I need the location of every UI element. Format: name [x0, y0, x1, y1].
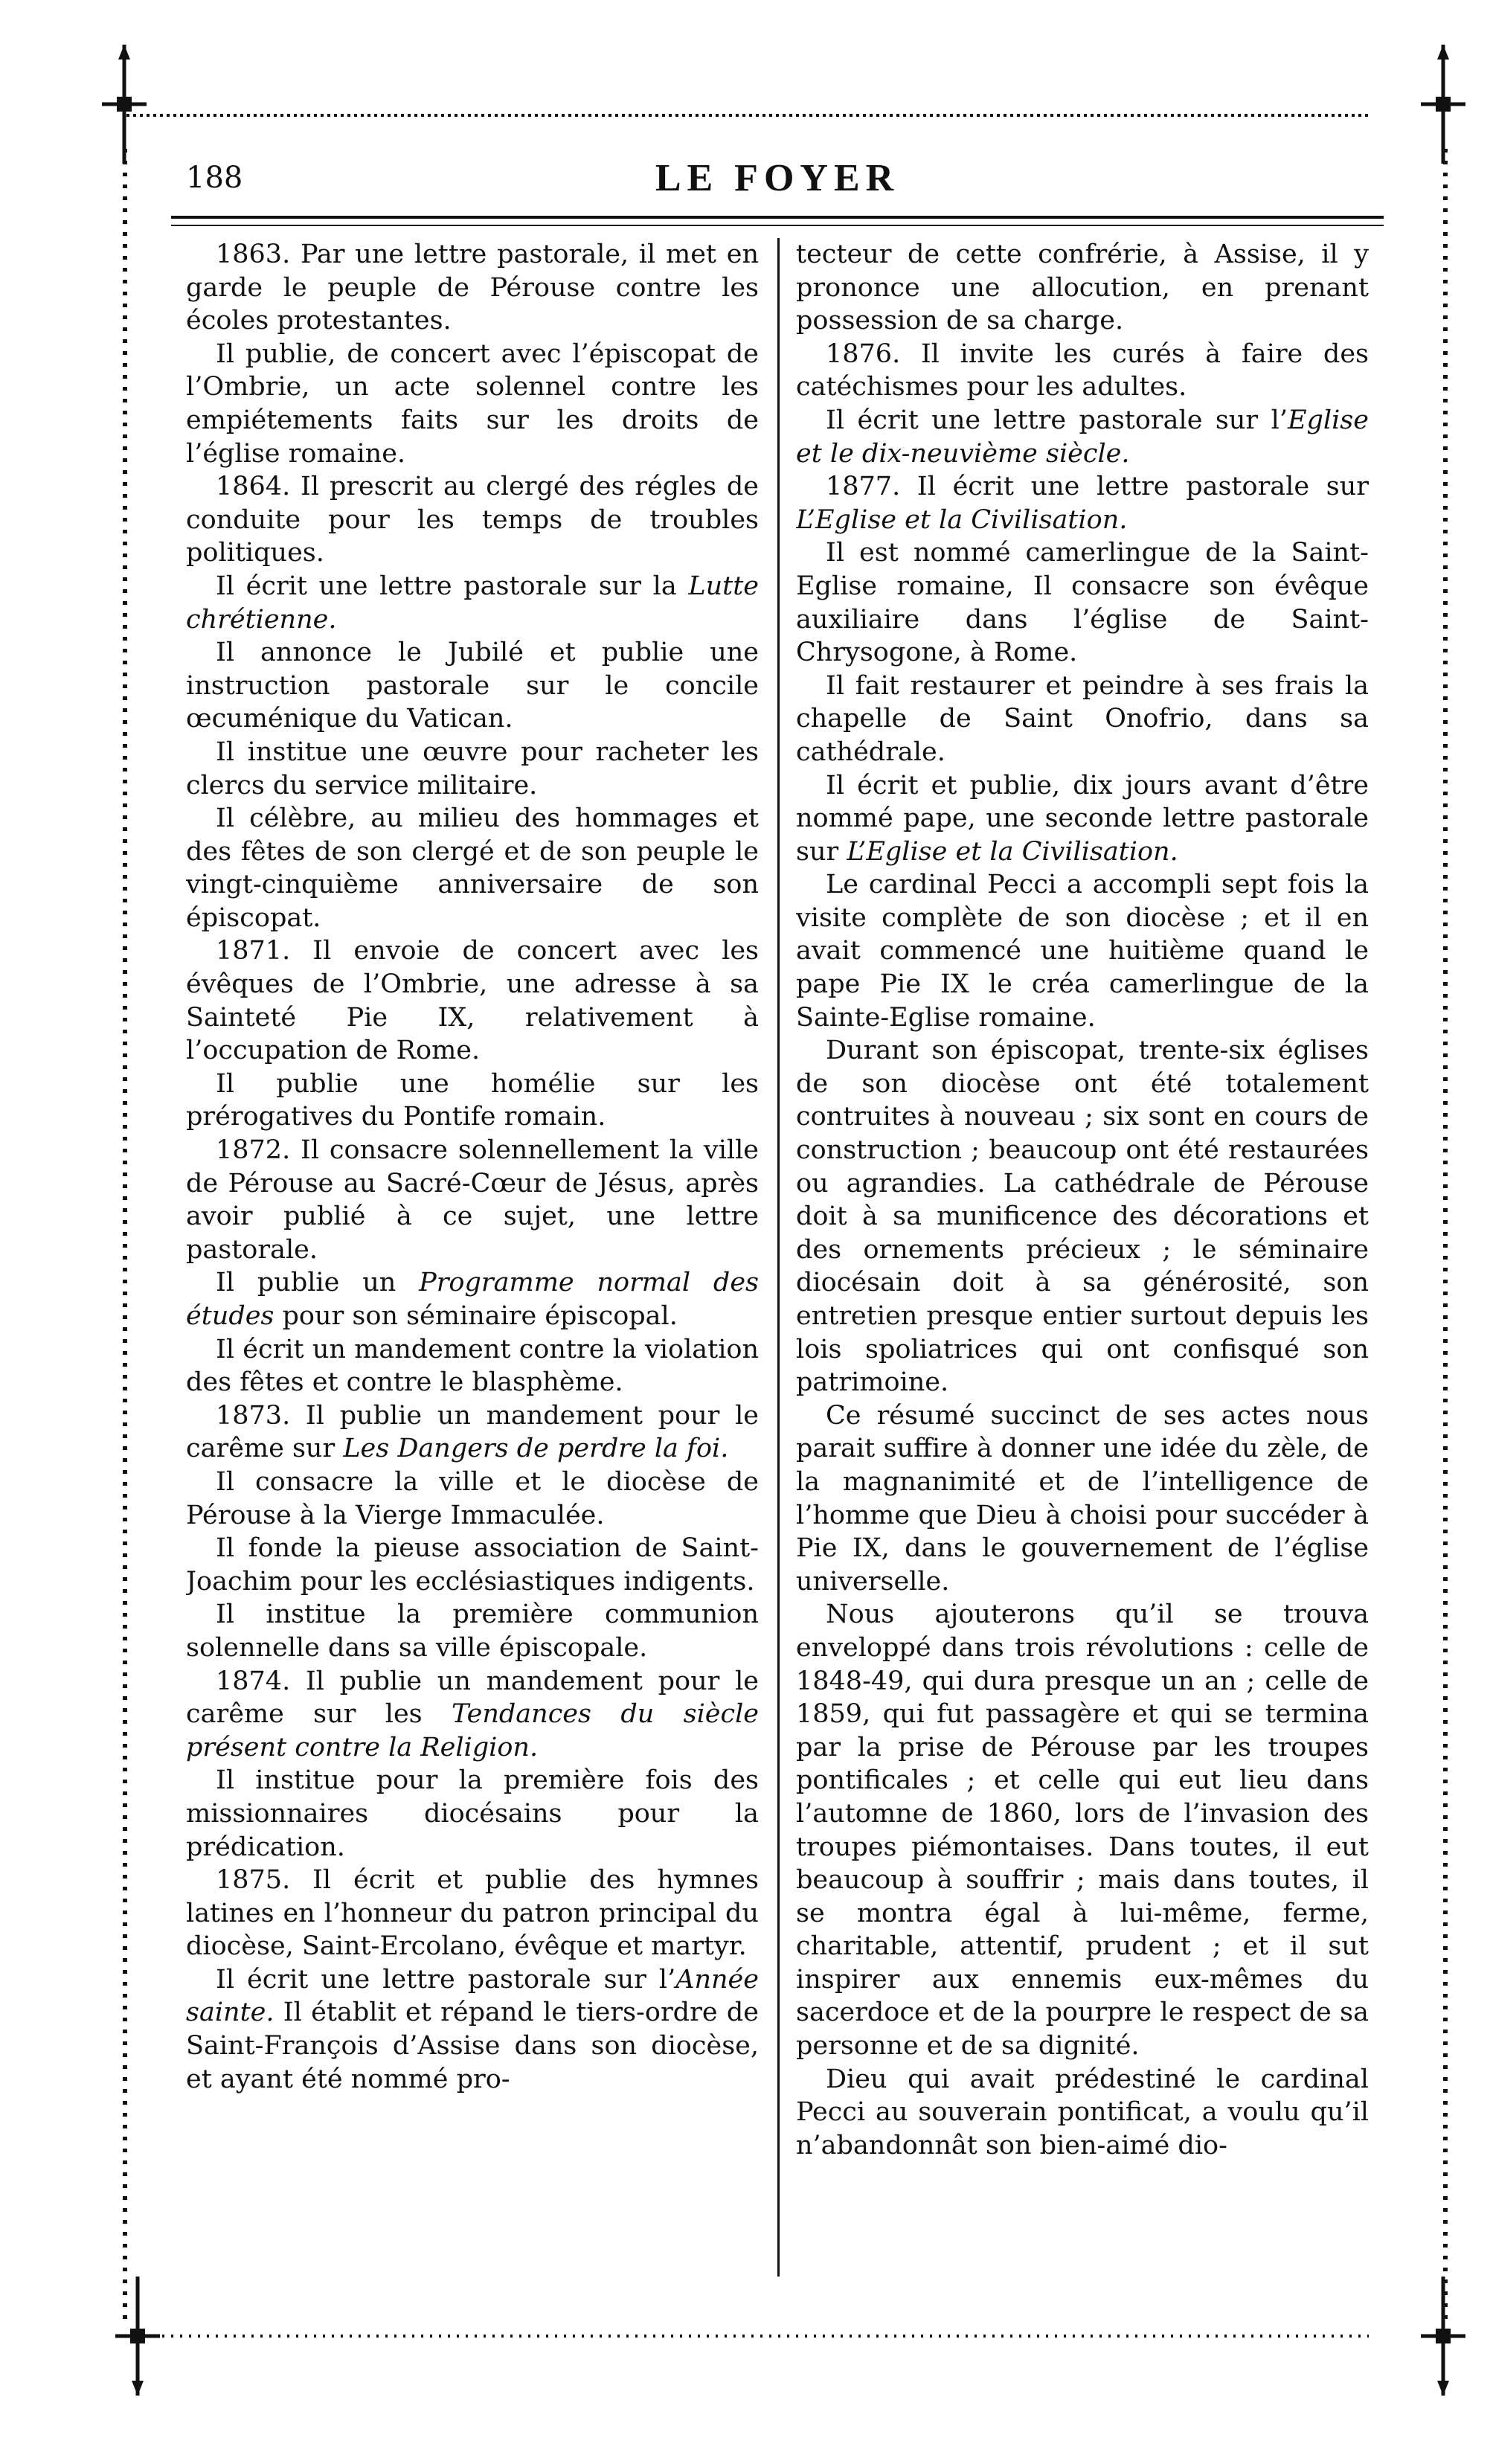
paragraph [796, 338, 1369, 404]
paragraph [796, 536, 1369, 669]
paragraph-text: 1873. Il publie un mandement pour le carême sur [186, 1400, 759, 1464]
paragraph [796, 2063, 1369, 2163]
paragraph-text: Il institue pour la première fois des missionnaires diocésains pour la prédication. [186, 1765, 759, 1862]
paragraph-text: tecteur de cette confrérie, à Assise, il y prononce une allocution, en prenant possession de sa charge. [796, 240, 1369, 336]
paragraph-text: Il écrit une lettre pastorale sur la [216, 571, 689, 601]
paragraph [796, 470, 1369, 536]
paragraph-text: Le cardinal Pecci a accompli sept fois la visite complète de son diocèse ; et il en avait commencé une huitième quand le pape Pie IX le créa camerlingue de la Sainte-Eglise romaine. [796, 870, 1369, 1033]
corner-ornament-icon [1413, 2277, 1473, 2396]
top-border-ornament [45, 100, 1451, 130]
italic-title: Année sainte. [186, 1964, 759, 2028]
paragraph-text: Il publie une homélie sur les prérogatives du Pontife romain. [186, 1068, 759, 1132]
paragraph [186, 1068, 759, 1134]
paragraph-text: Il institue la première communion solennelle dans sa ville épiscopale. [186, 1600, 759, 1663]
paragraph-text: Il écrit un mandement contre la violation des fêtes et contre le blasphème. [186, 1334, 759, 1398]
paragraph [186, 1399, 759, 1466]
paragraph [186, 1963, 759, 2096]
paragraph [186, 636, 759, 736]
italic-title: Eglise et le dix-neuvième siècle. [796, 405, 1369, 469]
header-rule-thin [171, 225, 1384, 226]
journal-title: LE FOYER [655, 157, 900, 199]
paragraph [186, 570, 759, 636]
paragraph-text: Il annonce le Jubilé et publie une instruction pastorale sur le concile œcuménique du Vatican. [186, 638, 759, 734]
paragraph-text: Il écrit et publie, dix jours avant d’être nommé pape, une seconde lettre pastorale sur [796, 770, 1369, 867]
paragraph-text: 1863. Par une lettre pastorale, il met en garde le peuple de Pérouse contre les écoles protestantes. [186, 240, 759, 336]
paragraph [186, 1764, 759, 1864]
paragraph-text: pour son séminaire épiscopal. [274, 1301, 678, 1331]
paragraph [186, 1266, 759, 1332]
paragraph-text: Dieu qui avait prédestiné le cardinal Pecci au souverain pontificat, a voulu qu’il n’abandonnât son bien-aimé dio- [796, 2064, 1369, 2160]
paragraph [186, 238, 759, 338]
bottom-border-ornament [45, 2321, 1451, 2351]
corner-ornament-icon [1413, 45, 1473, 164]
italic-title: Tendances du siècle présent contre la Religion. [186, 1699, 759, 1762]
paragraph [186, 338, 759, 470]
italic-title: L’Eglise et la Civilisation. [847, 836, 1178, 867]
paragraph-text: Il publie, de concert avec l’épiscopat de l’Ombrie, un acte solennel contre les empiétements faits sur les droits de l’église romaine. [186, 339, 759, 469]
paragraph [186, 1598, 759, 1664]
paragraph-text: Il fonde la pieuse association de Saint-Joachim pour les ecclésiastiques indigents. [186, 1533, 759, 1597]
paragraph [796, 868, 1369, 1034]
top-border-line [126, 114, 1369, 117]
paragraph-text: Il est nommé camerlingue de la Saint-Eglise romaine, Il consacre son évêque auxiliaire dans l’église de Saint-Chrysogone, à Rome. [796, 538, 1369, 668]
paragraph [186, 470, 759, 570]
column-divider [777, 238, 780, 2277]
paragraph [186, 802, 759, 934]
paragraph-text: Il fait restaurer et peindre à ses frais la chapelle de Saint Onofrio, dans sa cathédrale. [796, 670, 1369, 767]
paragraph-text: 1864. Il prescrit au clergé des régles de conduite pour les temps de troubles politiques. [186, 472, 759, 568]
paragraph-text: Ce résumé succinct de ses actes nous parait suffire à donner une idée du zèle, de la magnanimité et de l’intelligence de l’homme que Dieu à choisi pour succéder à Pie IX, dans le gouvernement de l’église universelle. [796, 1400, 1369, 1597]
corner-ornament-icon [94, 45, 154, 164]
paragraph-text: Nous ajouterons qu’il se trouva enveloppé dans trois révolutions : celle de 1848-49, qui dura presque un an ; celle de 1859, qui fut passagère et qui se termina par la prise de Pérouse par les troupes pontificales ; et celle qui eut lieu dans l’automne de 1860, lors de l’invasion des troupes piémontaises. Dans toutes, il eut beaucoup à souffrir ; mais dans toutes, il se montra égal à lui-même, ferme, charitable, attentif, prudent ; et il sut inspirer aux ennemis eux-mêmes du sacerdoce et de la pourpre le respect de sa personne et de sa dignité. [796, 1600, 1369, 2062]
paragraph-text: 1875. Il écrit et publie des hymnes latines en l’honneur du patron principal du diocèse, Saint-Ercolano, évêque et martyr. [186, 1865, 759, 1962]
corner-ornament-icon [108, 2277, 167, 2396]
italic-title: Lutte chrétienne. [186, 571, 759, 635]
italic-title: Programme normal des études [186, 1268, 759, 1331]
paragraph [186, 1532, 759, 1598]
paragraph [186, 1665, 759, 1765]
left-border-line [123, 149, 127, 2321]
italic-title: Les Dangers de perdre la foi. [343, 1434, 729, 1464]
paragraph [796, 769, 1369, 869]
paragraph [186, 934, 759, 1067]
paragraph-text: 1872. Il consacre solennellement la ville de Pérouse au Sacré-Cœur de Jésus, après avoir publié à ce sujet, une lettre pastorale. [186, 1135, 759, 1265]
paragraph [186, 1333, 759, 1399]
paragraph [796, 238, 1369, 338]
paragraph [796, 1598, 1369, 2062]
paragraph [796, 404, 1369, 470]
paragraph [796, 1034, 1369, 1399]
paragraph [796, 1399, 1369, 1599]
right-border-line [1443, 149, 1448, 2321]
paragraph-text: 1876. Il invite les curés à faire des catéchismes pour les adultes. [796, 339, 1369, 402]
header-rule [171, 216, 1384, 219]
paragraph-text: 1871. Il envoie de concert avec les évêques de l’Ombrie, une adresse à sa Sainteté Pie IX, relativement à l’occupation de Rome. [186, 936, 759, 1066]
paragraph-text: Il établit et répand le tiers-ordre de Saint-François d’Assise dans son diocèse, et ayant été nommé pro- [186, 1998, 759, 2094]
paragraph [186, 1864, 759, 1963]
paragraph-text: Il institue une œuvre pour racheter les clercs du service militaire. [186, 737, 759, 801]
paragraph-text: Il écrit une lettre pastorale sur l’ [826, 405, 1288, 435]
paragraph-text: 1874. Il publie un mandement pour le carême sur les [186, 1666, 759, 1730]
running-header [171, 156, 1384, 216]
paragraph-text: Il publie un [216, 1268, 420, 1298]
paragraph [796, 670, 1369, 769]
italic-title: L’Eglise et la Civilisation. [796, 504, 1128, 535]
paragraph [186, 1466, 759, 1532]
paragraph-text: Il écrit une lettre pastorale sur l’ [216, 1964, 676, 1995]
paragraph-text: Il célèbre, au milieu des hommages et des fêtes de son clergé et de son peuple le vingt-cinquième anniversaire de son épiscopat. [186, 803, 759, 933]
left-column [186, 238, 759, 2314]
right-column [796, 238, 1369, 2314]
paragraph-text: Durant son épiscopat, trente-six églises de son diocèse ont été totalement contruites à nouveau ; six sont en cours de construction ; beaucoup ont été restaurées ou agrandies. La cathédrale de Pérouse doit à sa munificence des décorations et des ornements précieux ; le séminaire diocésain doit à sa générosité, son entretien presque entier surtout depuis les lois spoliatrices qui ont confisqué son patrimoine. [796, 1036, 1369, 1398]
bottom-border-line [126, 2335, 1369, 2338]
page-number: 188 [186, 161, 243, 195]
paragraph [186, 1134, 759, 1266]
paragraph-text: Il consacre la ville et le diocèse de Pérouse à la Vierge Immaculée. [186, 1466, 759, 1530]
paragraph-text: 1877. Il écrit une lettre pastorale sur [826, 472, 1369, 502]
paragraph [186, 736, 759, 802]
text-body [186, 238, 1376, 2314]
